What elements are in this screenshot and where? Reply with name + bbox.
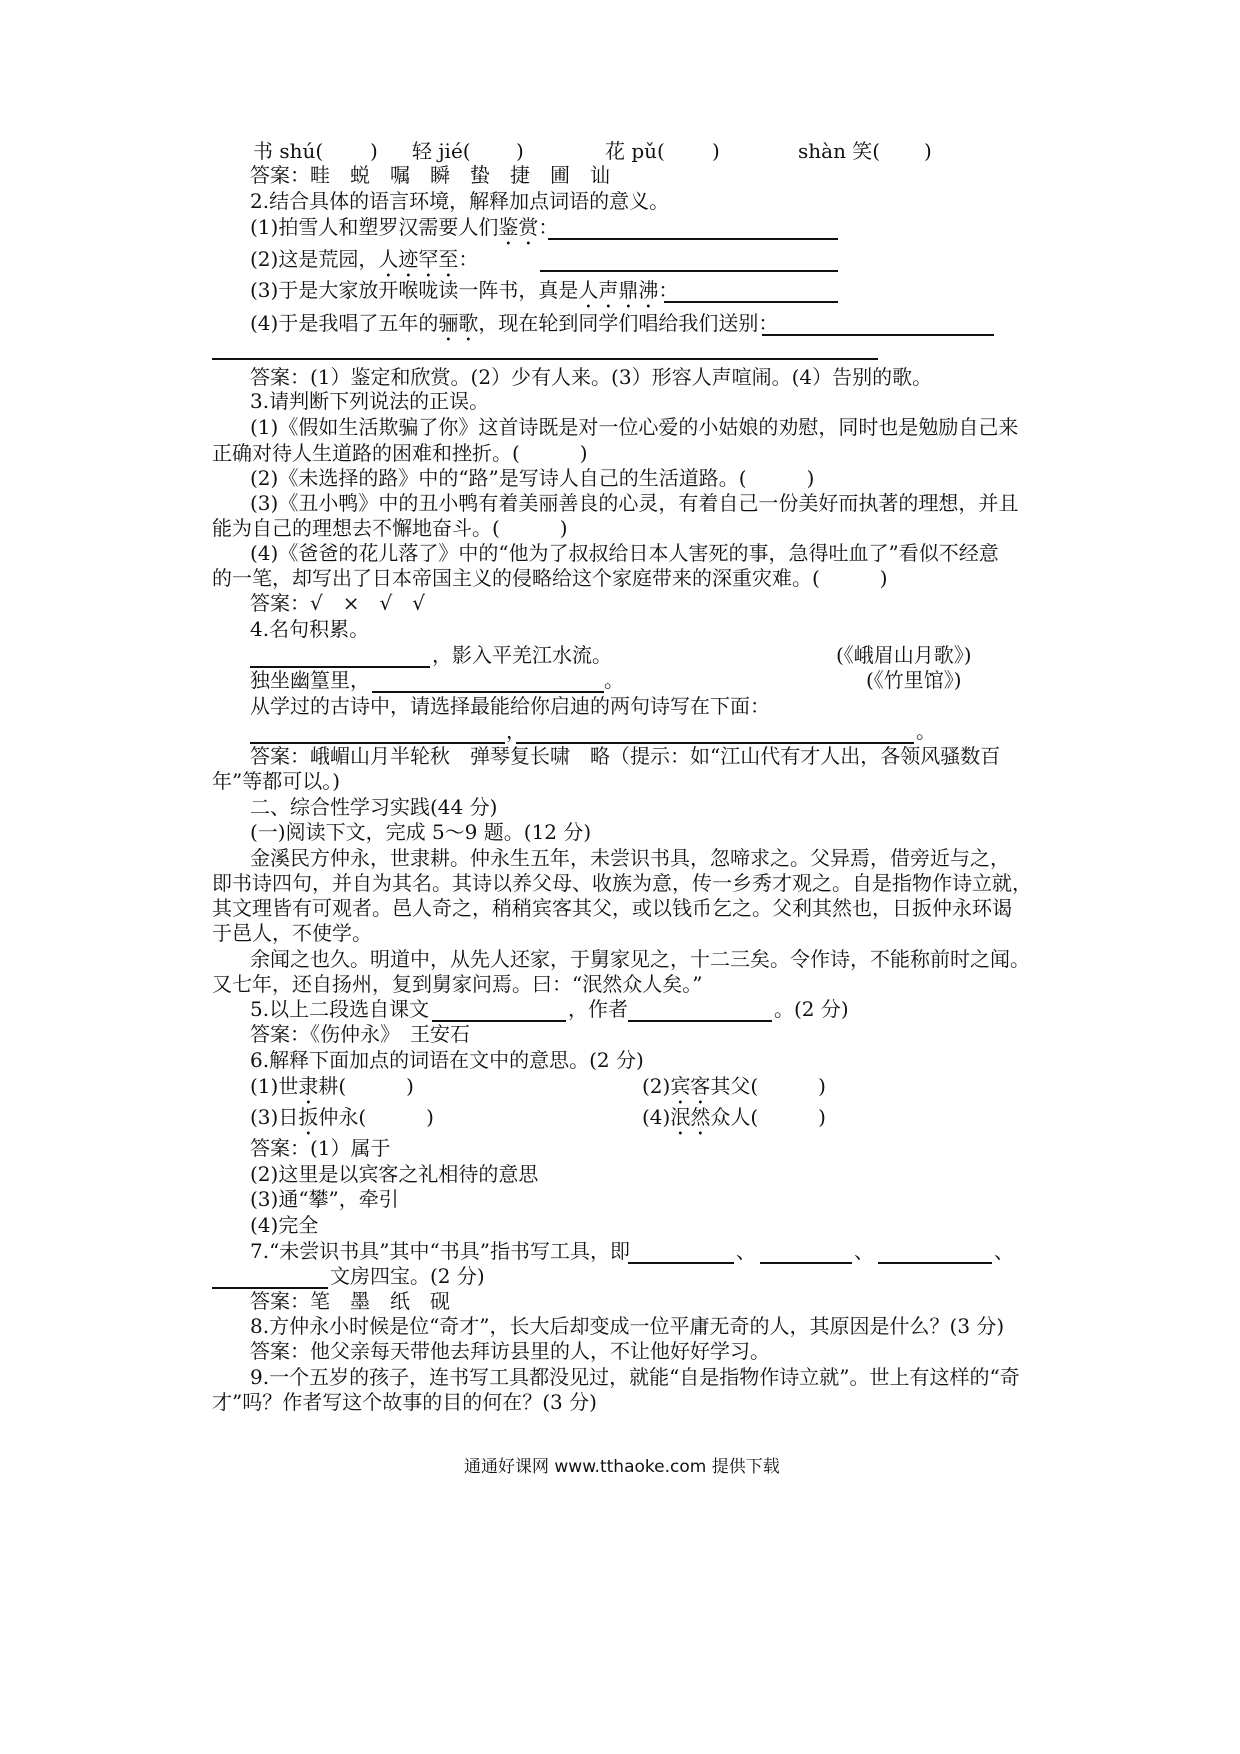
q4-prompt: 从学过的古诗中，请选择最能给你启迪的两句诗写在下面：: [250, 694, 770, 718]
q7-post: 文房四宝。(2 分): [330, 1264, 485, 1288]
dotted-word: 人声鼎沸: [578, 278, 659, 302]
q7-pre: 7.“未尝识书具”其中“书具”指书写工具，即: [250, 1239, 630, 1263]
q1-item-4: shàn 笑(: [798, 139, 881, 163]
q2-title: 2.结合具体的语言环境，解释加点词语的意义。: [250, 189, 670, 213]
q7-sep-2: 、: [854, 1239, 874, 1263]
answer-blank[interactable]: [664, 301, 838, 303]
q4-line-2-end: 。: [604, 668, 624, 692]
q6-item-3-post: 仲永( ): [318, 1105, 434, 1129]
q4-line-1-source: (《峨眉山月歌》): [836, 643, 972, 667]
q2-item-3-pre: (3)于是大家放开喉咙读一阵书，真是: [250, 278, 579, 302]
q6-item-4-post: 众人( ): [710, 1105, 826, 1129]
section-2-sub: (一)阅读下文，完成 5～9 题。(12 分): [250, 820, 592, 844]
q6-item-2-pre: (2): [642, 1074, 671, 1098]
passage-line-4: 于邑人，不使学。: [212, 921, 372, 945]
q1-item-1: 书 shú(: [253, 139, 324, 163]
q6-item-1-post: 耕( ): [318, 1074, 414, 1098]
q8-answer: 答案：他父亲每天带他去拜访县里的人，不让他好好学习。: [250, 1339, 770, 1363]
section-2-title: 二、综合性学习实践(44 分): [250, 795, 498, 819]
answer-blank[interactable]: [540, 270, 838, 272]
q5-answer: 答案：《伤仲永》 王安石: [250, 1022, 470, 1046]
q9-line-1: 9.一个五岁的孩子，连书写工具都没见过，就能“自是指物作诗立就”。世上有这样的“奇: [250, 1365, 1020, 1389]
q5-mid: ，作者: [568, 997, 628, 1021]
q5-post: 。(2 分): [774, 997, 849, 1021]
q2-item-3-post: ：: [658, 278, 679, 302]
passage-line-6: 又七年，还自扬州，复到舅家问焉。曰：“泯然众人矣。”: [212, 972, 703, 996]
passage-line-3: 其文理皆有可观者。邑人奇之，稍稍宾客其父，或以钱币乞之。父利其然也，日扳仲永环谒: [212, 896, 1012, 920]
dotted-word: 骊歌: [438, 311, 479, 335]
q3-line-6: (4)《爸爸的花儿落了》中的“他为了叔叔给日本人害死的事，急得吐血了”看似不经意: [250, 541, 999, 565]
answer-blank[interactable]: [548, 238, 838, 240]
q1-item-2: 轻 jié(: [412, 139, 471, 163]
footer-credit: 通通好课网 www.tthaoke.com 提供下载: [464, 1457, 780, 1477]
q5-pre: 5.以上二段选自课文: [250, 997, 430, 1021]
q6-item-1-pre: (1)世: [250, 1074, 299, 1098]
passage-line-1: 金溪民方仲永，世隶耕。仲永生五年，未尝识书具，忽啼求之。父异焉，借旁近与之，: [250, 846, 1010, 870]
q7-sep-1: 、: [736, 1239, 756, 1263]
dotted-word: 鉴赏: [498, 215, 539, 239]
q1-item-3-close: ): [712, 139, 720, 163]
q6-item-3-pre: (3)日: [250, 1105, 299, 1129]
q1-item-3: 花 pǔ(: [605, 139, 665, 163]
q2-item-1-post: ：: [538, 215, 559, 239]
q6-answer-3: (3)通“攀”，牵引: [250, 1187, 399, 1211]
q6-answer-2: (2)这里是以宾客之礼相待的意思: [250, 1162, 539, 1186]
dotted-word: 人迹罕至: [378, 247, 459, 271]
dotted-word: 扳: [298, 1105, 319, 1129]
q3-title: 3.请判断下列说法的正误。: [250, 389, 490, 413]
q6-row-2: [0, 1102, 1240, 1132]
dotted-word: 隶: [298, 1074, 319, 1098]
q2-answer: 答案：(1）鉴定和欣赏。(2）少有人来。(3）形容人声喧闹。(4）告别的歌。: [250, 365, 933, 389]
q4-answer-2: 年”等都可以。): [212, 769, 341, 793]
dotted-word: 宾客: [670, 1074, 711, 1098]
q3-line-2: 正确对待人生道路的困难和挫折。( ): [212, 441, 588, 465]
q2-continuation: [0, 332, 1240, 362]
q6-answer-1: 答案：(1）属于: [250, 1136, 391, 1160]
q2-item-2-pre: (2)这是荒园，: [250, 247, 379, 271]
q7-sep-3: 、: [994, 1239, 1014, 1263]
q2-item-4-pre: (4)于是我唱了五年的: [250, 311, 439, 335]
q2-item-2-post: ：: [458, 247, 479, 271]
q2-item-1-pre: (1)拍雪人和塑罗汉需要人们: [250, 215, 499, 239]
q6-row-1: [0, 1071, 1240, 1101]
q4-title: 4.名句积累。: [250, 617, 370, 641]
q1-item-4-close: ): [924, 139, 932, 163]
q4-answer-1: 答案：峨嵋山月半轮秋 弹琴复长啸 略（提示：如“江山代有才人出，各领风骚数百: [250, 744, 1001, 768]
q3-line-5: 能为自己的理想去不懈地奋斗。( ): [212, 516, 568, 540]
q3-line-7: 的一笔，却写出了日本帝国主义的侵略给这个家庭带来的深重灾难。( ): [212, 566, 888, 590]
q6-item-4-pre: (4): [642, 1105, 671, 1129]
q4-comma: ，: [506, 719, 526, 743]
answer-blank[interactable]: [212, 358, 878, 360]
q4-line-2-source: (《竹里馆》): [866, 668, 962, 692]
passage-line-5: 余闻之也久。明道中，从先人还家，于舅家见之，十二三矣。令作诗，不能称前时之闻。: [250, 947, 1030, 971]
q6-title: 6.解释下面加点的词语在文中的意思。(2 分): [250, 1048, 644, 1072]
passage-line-2: 即书诗四句，并自为其名。其诗以养父母、收族为意，传一乡秀才观之。自是指物作诗立就，: [212, 871, 1032, 895]
q4-end: 。: [916, 719, 936, 743]
q8-title: 8.方仲永小时候是位“奇才”，长大后却变成一位平庸无奇的人，其原因是什么？(3 分): [250, 1314, 1005, 1338]
q7-answer: 答案：笔 墨 纸 砚: [250, 1289, 450, 1313]
q3-answer: 答案：√ × √ √: [250, 591, 425, 615]
q1-answer: 答案：畦 蜕 嘱 瞬 蛰 捷 圃 讪: [250, 163, 610, 187]
q2-item-2: [0, 244, 1240, 274]
q2-item-4-post: ，现在轮到同学们唱给我们送别：: [478, 311, 779, 335]
q9-line-2: 才”吗？作者写这个故事的目的何在？(3 分): [212, 1390, 597, 1414]
q3-line-4: (3)《丑小鸭》中的丑小鸭有着美丽善良的心灵，有着自己一份美好而执著的理想，并且: [250, 491, 1019, 515]
q2-item-3: [0, 275, 1240, 305]
q1-item-1-close: ): [370, 139, 378, 163]
q1-item-2-close: ): [516, 139, 524, 163]
dotted-word: 泯然: [670, 1105, 711, 1129]
q2-item-1: [0, 212, 1240, 242]
q3-line-3: (2)《未选择的路》中的“路”是写诗人自己的生活道路。( ): [250, 466, 815, 490]
q4-line-2-text: 独坐幽篁里，: [250, 668, 370, 692]
q4-line-1-text: ，影入平羌江水流。: [432, 643, 612, 667]
q6-item-2-post: 其父( ): [710, 1074, 826, 1098]
q3-line-1: (1)《假如生活欺骗了你》这首诗既是对一位心爱的小姑娘的劝慰，同时也是勉励自己来: [250, 415, 1019, 439]
q6-answer-4: (4)完全: [250, 1213, 319, 1237]
